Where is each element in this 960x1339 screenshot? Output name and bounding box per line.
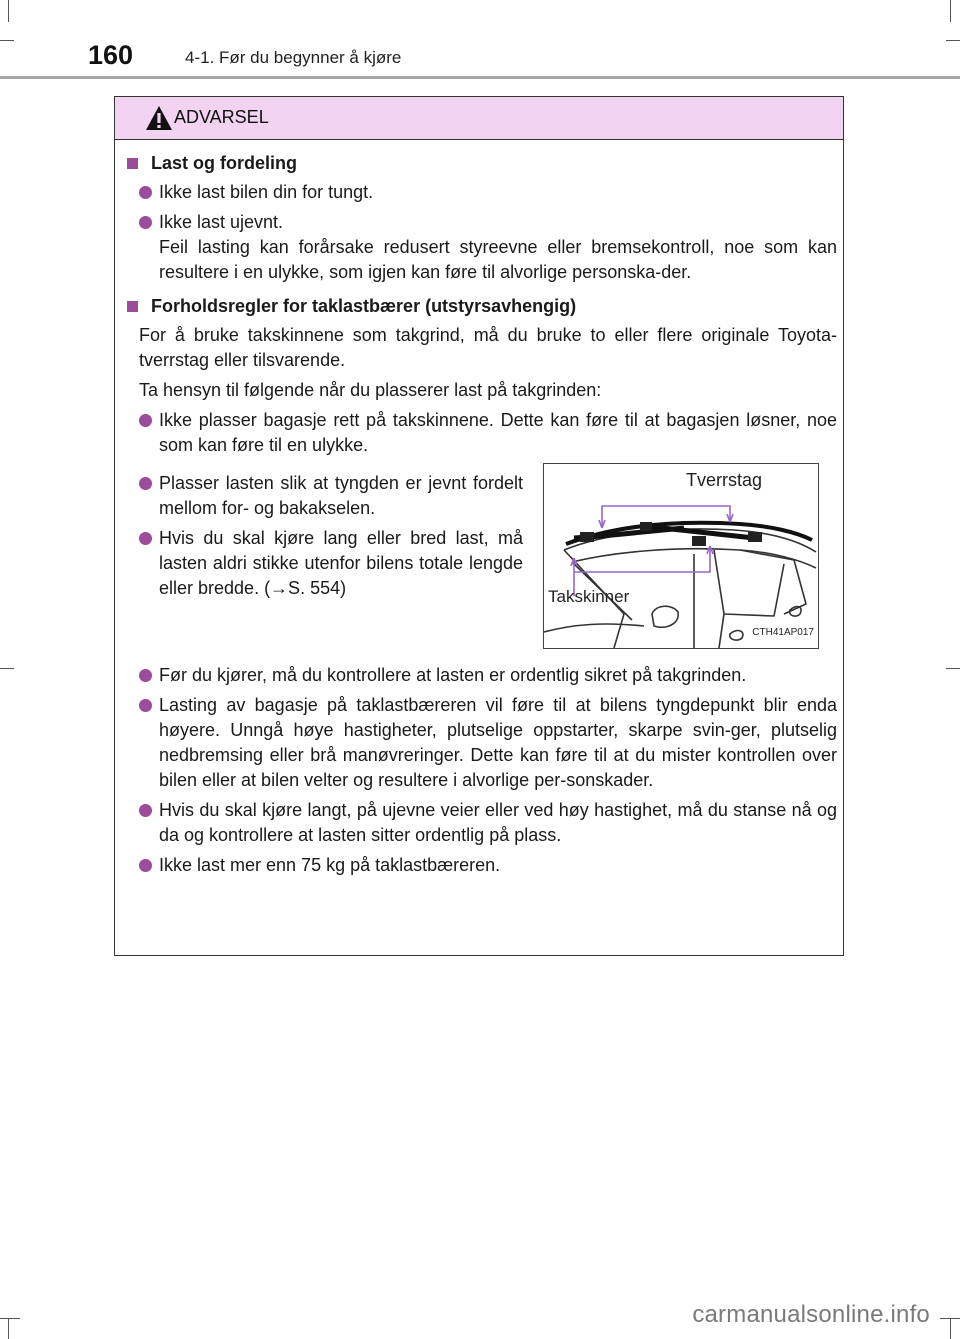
warning-triangle-icon [145,105,173,131]
square-bullet-icon [127,301,138,312]
paragraph: Ta hensyn til følgende når du plasserer last på takgrinden: [139,380,602,400]
list-item: Plasser lasten slik at tyngden er jevnt fordelt mellom for- og bakakselen. [125,471,523,521]
figure-row [125,463,837,663]
list-item: Ikke plasser bagasje rett på takskinnene. Dette kan føre til at bagasjen løsner, noe som kan føre til en ulykke. [125,408,837,458]
round-bullet-icon [139,186,152,199]
header-rule [0,76,960,79]
roof-rail-label: Takskinner [548,587,630,606]
list-item: Før du kjører, må du kontrollere at lasten er ordentlig sikret på takgrinden. [125,663,837,688]
round-bullet-icon [139,532,152,545]
list-item: Hvis du skal kjøre langt, på ujevne veier eller ved høy hastighet, må du stanse nå og da og kontrollere at lasten sitter ordentlig på plass. [125,798,837,848]
crop-mark [8,1318,9,1339]
figure-side-text [125,471,523,606]
watermark-logo: carmanualsonline.info [692,1301,930,1328]
crop-mark [940,1318,960,1319]
list-item: Ikke last mer enn 75 kg på taklastbæreren. [125,853,837,878]
list-item: Lasting av bagasje på taklastbæreren vil føre til at bilens tyngdepunkt blir enda høyere. Unngå høye hastigheter, plutselige oppstarter, skarpe svin-ger, plutselig nedbremsing eller brå manøvreringer. Dette kan føre til at du mister kontrollen over bilen eller at bilen velter og resultere i alvorlige per-sonskader. [125,693,837,793]
round-bullet-icon [139,669,152,682]
square-bullet-icon [127,158,138,169]
section-heading-roof-rack: Forholdsregler for taklastbærer (utstyrsavhengig) [125,294,837,319]
list-item: Ikke last bilen din for tungt. [125,180,837,205]
page-header [0,0,960,80]
warning-box [114,96,844,956]
page-number: 160 [88,40,134,70]
round-bullet-icon [139,414,152,427]
figure-code: CTH41AP017 [752,627,814,638]
round-bullet-icon [139,216,152,229]
paragraph: For å bruke takskinnene som takgrind, må du bruke to eller flere originale Toyota-tverrstag eller tilsvarende. [139,325,837,370]
round-bullet-icon [139,804,152,817]
crop-mark [946,668,960,669]
section-title: 4-1. Før du begynner å kjøre [185,48,402,67]
section-heading-load: Last og fordeling [125,151,837,176]
round-bullet-icon [139,477,152,490]
list-item: Hvis du skal kjøre lang eller bred last, må lasten aldri stikke utenfor bilens totale lengde eller bredde. (→S. 554) [125,526,523,601]
crossbar-label: Tverrstag [686,470,763,490]
warning-content [125,151,837,883]
crop-mark [0,668,14,669]
roof-rack-illustration [543,463,819,649]
crop-mark [950,1318,951,1339]
round-bullet-icon [139,699,152,712]
crop-mark [0,1318,20,1319]
list-item: Ikke last ujevnt. Feil lasting kan forårsake redusert styreevne eller bremsekontroll, noe som kan resultere i en ulykke, som igjen kan føre til alvorlige personska-der. [125,210,837,285]
round-bullet-icon [139,859,152,872]
warning-title: ADVARSEL [174,107,269,127]
warning-header [115,97,843,140]
